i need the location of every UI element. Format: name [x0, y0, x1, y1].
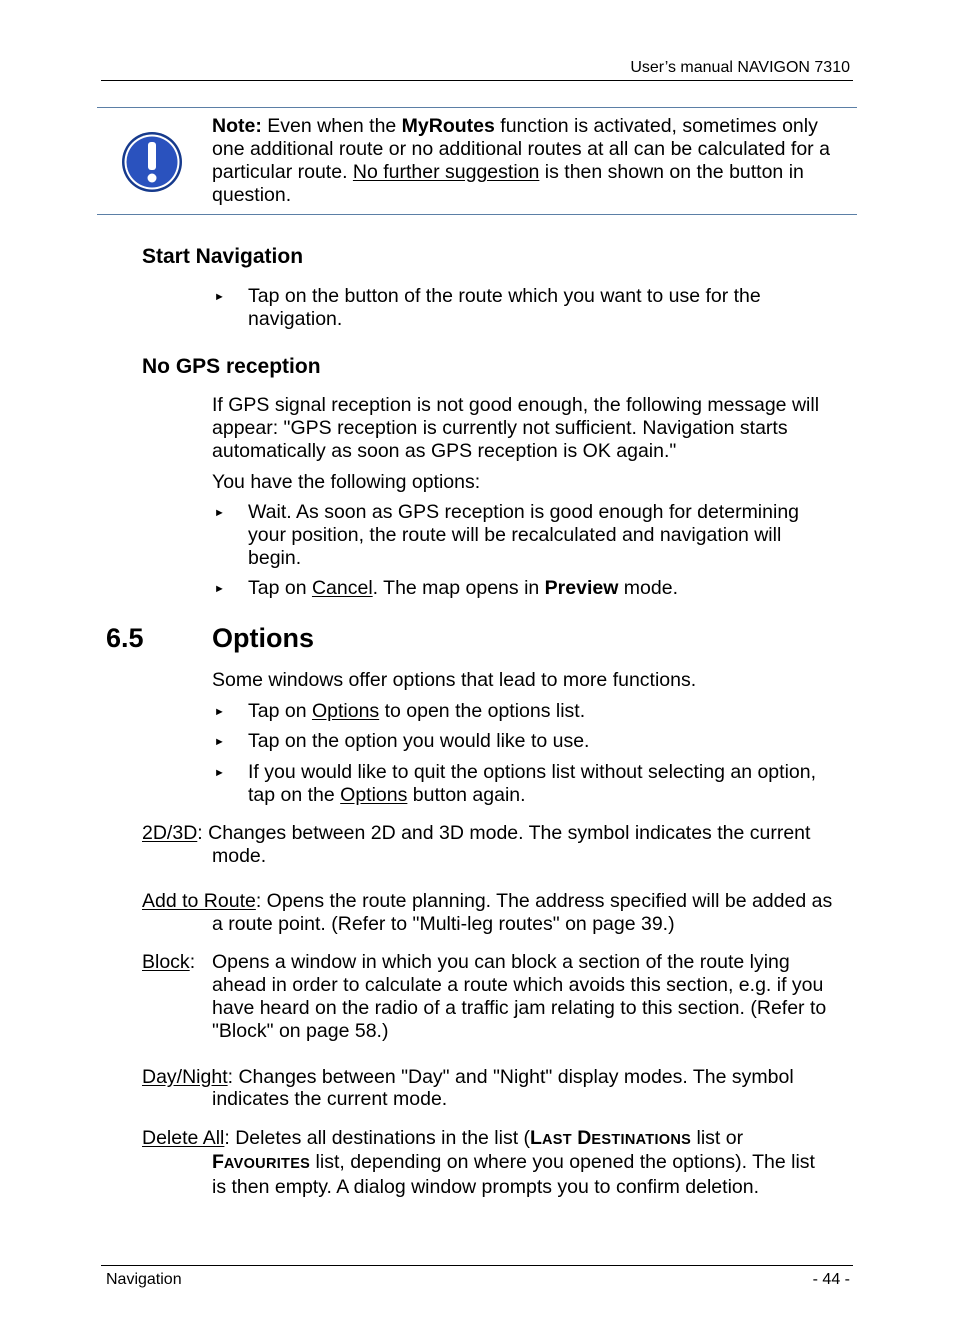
page-number: - 44 -: [812, 1271, 850, 1288]
term-day-night: Day/Night: [142, 1066, 228, 1088]
bullet-arrow: ►: [214, 767, 225, 779]
no-gps-heading: No GPS reception: [142, 355, 321, 378]
section-number: 6.5: [106, 623, 144, 653]
options-intro-text: You have the following options:: [212, 471, 481, 493]
note-top-rule: [97, 107, 857, 108]
term-delete-all: Delete All: [142, 1127, 225, 1149]
cancel-bullet: Tap on Cancel. The map opens in Preview mode.: [248, 577, 679, 599]
term-block: Block: [142, 951, 190, 973]
term-2d3d: 2D/3D: [142, 822, 198, 844]
def-add-to-route: Add to Route: Opens the route planning. The address specified will be added as a route point. (Refer to "Multi-leg routes" on page 39.): [142, 890, 833, 935]
options-intro: Some windows offer options that lead to more functions.: [212, 669, 697, 691]
def-delete-all: Delete All: Deletes all destinations in the list (LAST DESTINATIONS list or FAVOURITES list, depending on where you opened the options). The list is then empty. A dialog window prompts you to confirm deletion.: [142, 1127, 815, 1198]
term-block-wrap: Block:: [142, 951, 196, 973]
options-link: Options: [311, 700, 380, 722]
term-add-to-route: Add to Route: [142, 890, 256, 912]
note-label: Note:: [212, 115, 262, 137]
note-text: Note: Even when the MyRoutes function is activated, sometimes only one additional route or no additional routes at all can be calculated for a particular route. No further suggestion is then shown on the button in question.: [212, 115, 830, 206]
no-further-suggestion-link: No further suggestion: [352, 161, 540, 183]
running-header: User’s manual NAVIGON 7310: [630, 59, 850, 76]
options-link: Options: [340, 784, 408, 806]
options-bullet-2: Tap on the option you would like to use.: [248, 730, 590, 752]
def-2d3d: 2D/3D: Changes between 2D and 3D mode. The symbol indicates the current mode.: [142, 822, 811, 867]
footer-rule: [101, 1265, 853, 1266]
no-gps-paragraph: If GPS signal reception is not good enough, the following message will appear: "GPS reception is currently not sufficient. Navigation starts automatically as soon as GPS reception is OK again.": [212, 394, 820, 462]
start-nav-bullet: Tap on the button of the route which you want to use for the navigation.: [248, 285, 761, 330]
options-bullet-3: If you would like to quit the options list without selecting an option, tap on the Options button again.: [248, 761, 817, 806]
bullet-arrow: ►: [214, 706, 225, 718]
header-rule: [101, 80, 853, 81]
bullet-arrow: ►: [214, 583, 225, 595]
def-day-night: Day/Night: Changes between "Day" and "Night" display modes. The symbol indicates the current mode.: [142, 1066, 794, 1110]
wait-bullet: Wait. As soon as GPS reception is good enough for determining your position, the route will be recalculated and navigation will begin.: [248, 501, 800, 569]
def-block: Opens a window in which you can block a section of the route lying ahead in order to calculate a route which avoids this section, e.g. if you have heard on the radio of a traffic jam relating to this section. (Refer to "Block" on page 58.): [212, 951, 827, 1042]
section-title: Options: [212, 623, 314, 653]
exclamation-icon: [120, 130, 184, 194]
cancel-link: Cancel: [311, 577, 373, 599]
note-bottom-rule: [97, 214, 857, 215]
bullet-arrow: ►: [214, 736, 225, 748]
footer-section: Navigation: [106, 1271, 182, 1288]
options-bullet-1: Tap on Options to open the options list.: [248, 700, 586, 722]
note-icon: [120, 130, 184, 194]
bullet-arrow: ►: [214, 291, 225, 303]
start-navigation-heading: Start Navigation: [142, 245, 304, 268]
bullet-arrow: ►: [214, 507, 225, 519]
